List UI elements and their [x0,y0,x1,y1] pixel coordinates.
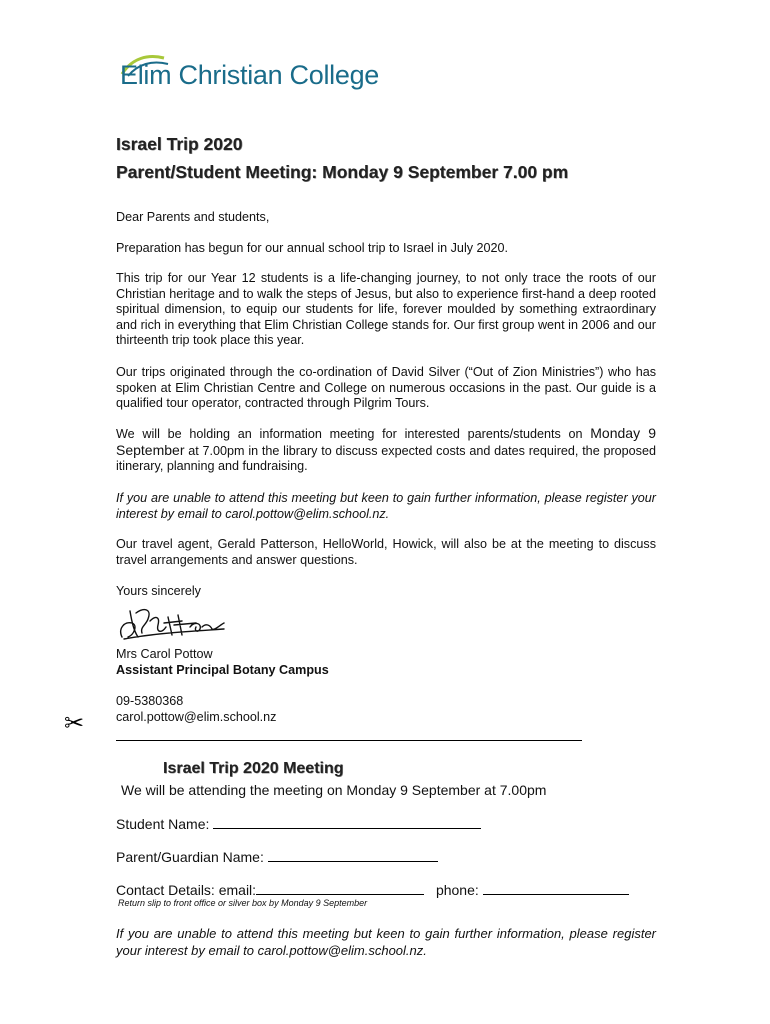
slip-attending: We will be attending the meeting on Monday 9 September at 7.00pm [121,782,547,798]
student-name-label: Student Name: [116,816,210,832]
slip-title: Israel Trip 2020 Meeting [163,760,344,777]
guardian-name-field[interactable] [268,849,438,862]
guardian-name-row [116,849,438,865]
page-title: Israel Trip 2020 [116,134,243,154]
slip-footer: If you are unable to attend this meeting but keen to gain further information, please register your interest by email to carol.pottow@elim.school.nz. [116,926,656,958]
logo-text: Elim Christian College [120,60,379,90]
signatory-name: Mrs Carol Pottow [116,647,213,661]
paragraph-5: If you are unable to attend this meeting but keen to gain further information, please register your interest by email to carol.pottow@elim.school.nz. [116,491,656,521]
cut-line [116,740,582,741]
page-subtitle: Parent/Student Meeting: Monday 9 September 7.00 pm [116,162,569,182]
contact-phone: 09-5380368 [116,694,184,708]
paragraph-3: Our trips originated through the co-ordination of David Silver (“Out of Zion Ministries”) who has spoken at Elim Christian Centre and College on numerous occasions in the past. Our guide is a qualified tour operator, contracted through Pilgrim Tours. [116,365,656,411]
paragraph-4 [116,426,656,475]
signatory-title: Assistant Principal Botany Campus [116,663,329,677]
contact-phone-field[interactable] [483,882,629,895]
paragraph-6: Our travel agent, Gerald Patterson, HelloWorld, Howick, will also be at the meeting to discuss travel arrangements and answer questions. [116,537,656,567]
student-name-field[interactable] [213,816,481,829]
return-note: Return slip to front office or silver box by Monday 9 September [118,898,368,908]
student-name-row [116,816,481,832]
college-logo [118,52,378,102]
signature-image [116,603,228,643]
paragraph-1: Preparation has begun for our annual school trip to Israel in July 2020. [116,241,509,255]
guardian-name-label: Parent/Guardian Name: [116,849,264,865]
closing: Yours sincerely [116,584,201,598]
contact-email-field[interactable] [256,882,424,895]
contact-phone-label: phone: [435,882,479,898]
scissors-icon: ✂ [64,710,85,737]
greeting: Dear Parents and students, [116,210,270,224]
paragraph-2: This trip for our Year 12 students is a life-changing journey, to not only trace the roots of our Christian heritage and to walk the steps of Jesus, but also to experience first-hand a deep rooted spiritual dimension, to equip our students for life, forever moulded by something extraordinary and rich in everything that Elim Christian College stands for. Our first group went in 2006 and our thirteenth trip took place this year. [116,271,656,348]
contact-email-label: Contact Details: email: [116,882,257,898]
paragraph-4-start: We will be holding an information meeting for interested parents/students on [116,427,591,441]
contact-details-row [116,882,629,898]
contact-email[interactable]: carol.pottow@elim.school.nz [116,710,277,724]
paragraph-4-end: at 7.00pm in the library to discuss expected costs and dates required, the proposed itinerary, planning and fundraising. [116,443,656,474]
meeting-date: Monday 9 September [116,425,656,458]
